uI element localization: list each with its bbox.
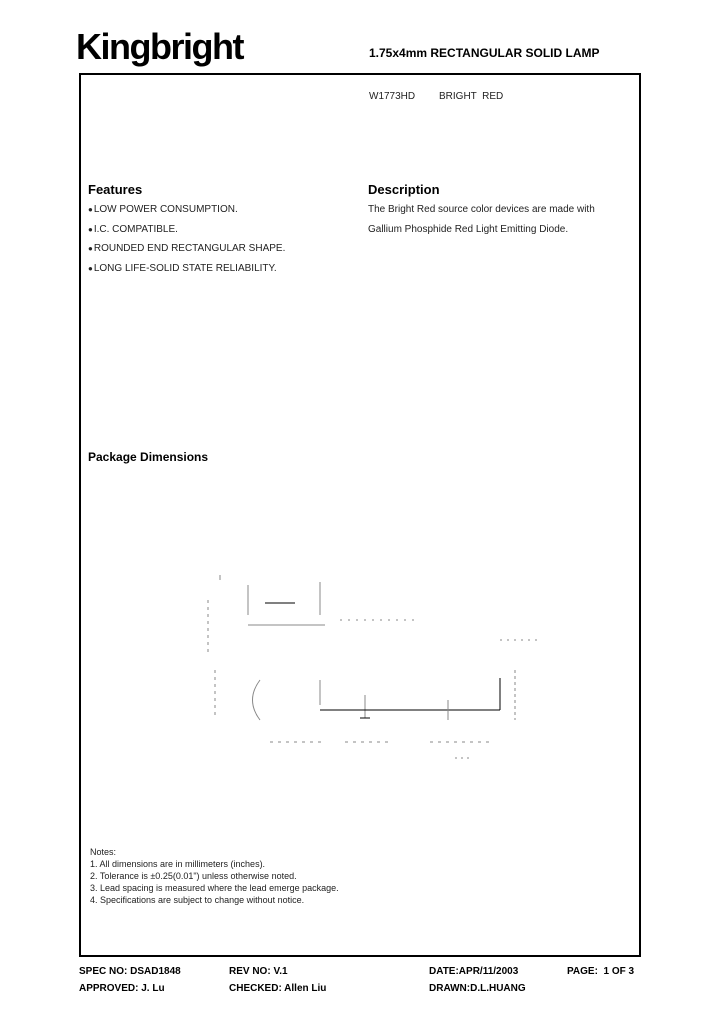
document-title: 1.75x4mm RECTANGULAR SOLID LAMP xyxy=(369,46,600,60)
bullet-icon: ● xyxy=(88,263,93,273)
bullet-icon: ● xyxy=(88,205,93,214)
approved-by: APPROVED: J. Lu xyxy=(79,983,165,994)
checked-by: CHECKED: Allen Liu xyxy=(229,983,327,994)
features-heading: Features xyxy=(88,182,143,197)
note-item: 1. All dimensions are in millimeters (inches). xyxy=(90,859,266,869)
feature-item: ●LONG LIFE-SOLID STATE RELIABILITY. xyxy=(88,262,277,274)
brand-logo: Kingbright xyxy=(76,26,243,67)
feature-item: ●ROUNDED END RECTANGULAR SHAPE. xyxy=(88,243,286,254)
drawn-by: DRAWN:D.L.HUANG xyxy=(429,983,526,994)
spec-number: SPEC NO: DSAD1848 xyxy=(79,966,181,977)
features-list xyxy=(88,200,285,278)
feature-item: ●I.C. COMPATIBLE. xyxy=(88,223,178,235)
part-number: W1773HD xyxy=(369,91,416,102)
description-line: The Bright Red source color devices are made with xyxy=(368,204,595,215)
bullet-icon: ● xyxy=(88,224,93,234)
package-drawing xyxy=(190,570,550,770)
description-line: Gallium Phosphide Red Light Emitting Diode. xyxy=(368,224,569,235)
package-heading: Package Dimensions xyxy=(88,450,209,464)
notes-heading: Notes: xyxy=(90,847,117,857)
description-body xyxy=(368,200,595,240)
note-item: 2. Tolerance is ±0.25(0.01") unless otherwise noted. xyxy=(90,871,297,881)
feature-item: ●LOW POWER CONSUMPTION. xyxy=(88,204,238,215)
date: DATE:APR/11/2003 xyxy=(429,966,519,977)
part-color: BRIGHT RED xyxy=(439,91,504,102)
revision-number: REV NO: V.1 xyxy=(229,966,288,977)
notes-block xyxy=(90,846,339,906)
page-number: PAGE: 1 OF 3 xyxy=(567,966,635,977)
note-item: 4. Specifications are subject to change without notice. xyxy=(90,895,305,905)
description-heading: Description xyxy=(368,182,440,197)
bullet-icon: ● xyxy=(88,244,93,253)
note-item: 3. Lead spacing is measured where the lead emerge package. xyxy=(90,883,339,893)
